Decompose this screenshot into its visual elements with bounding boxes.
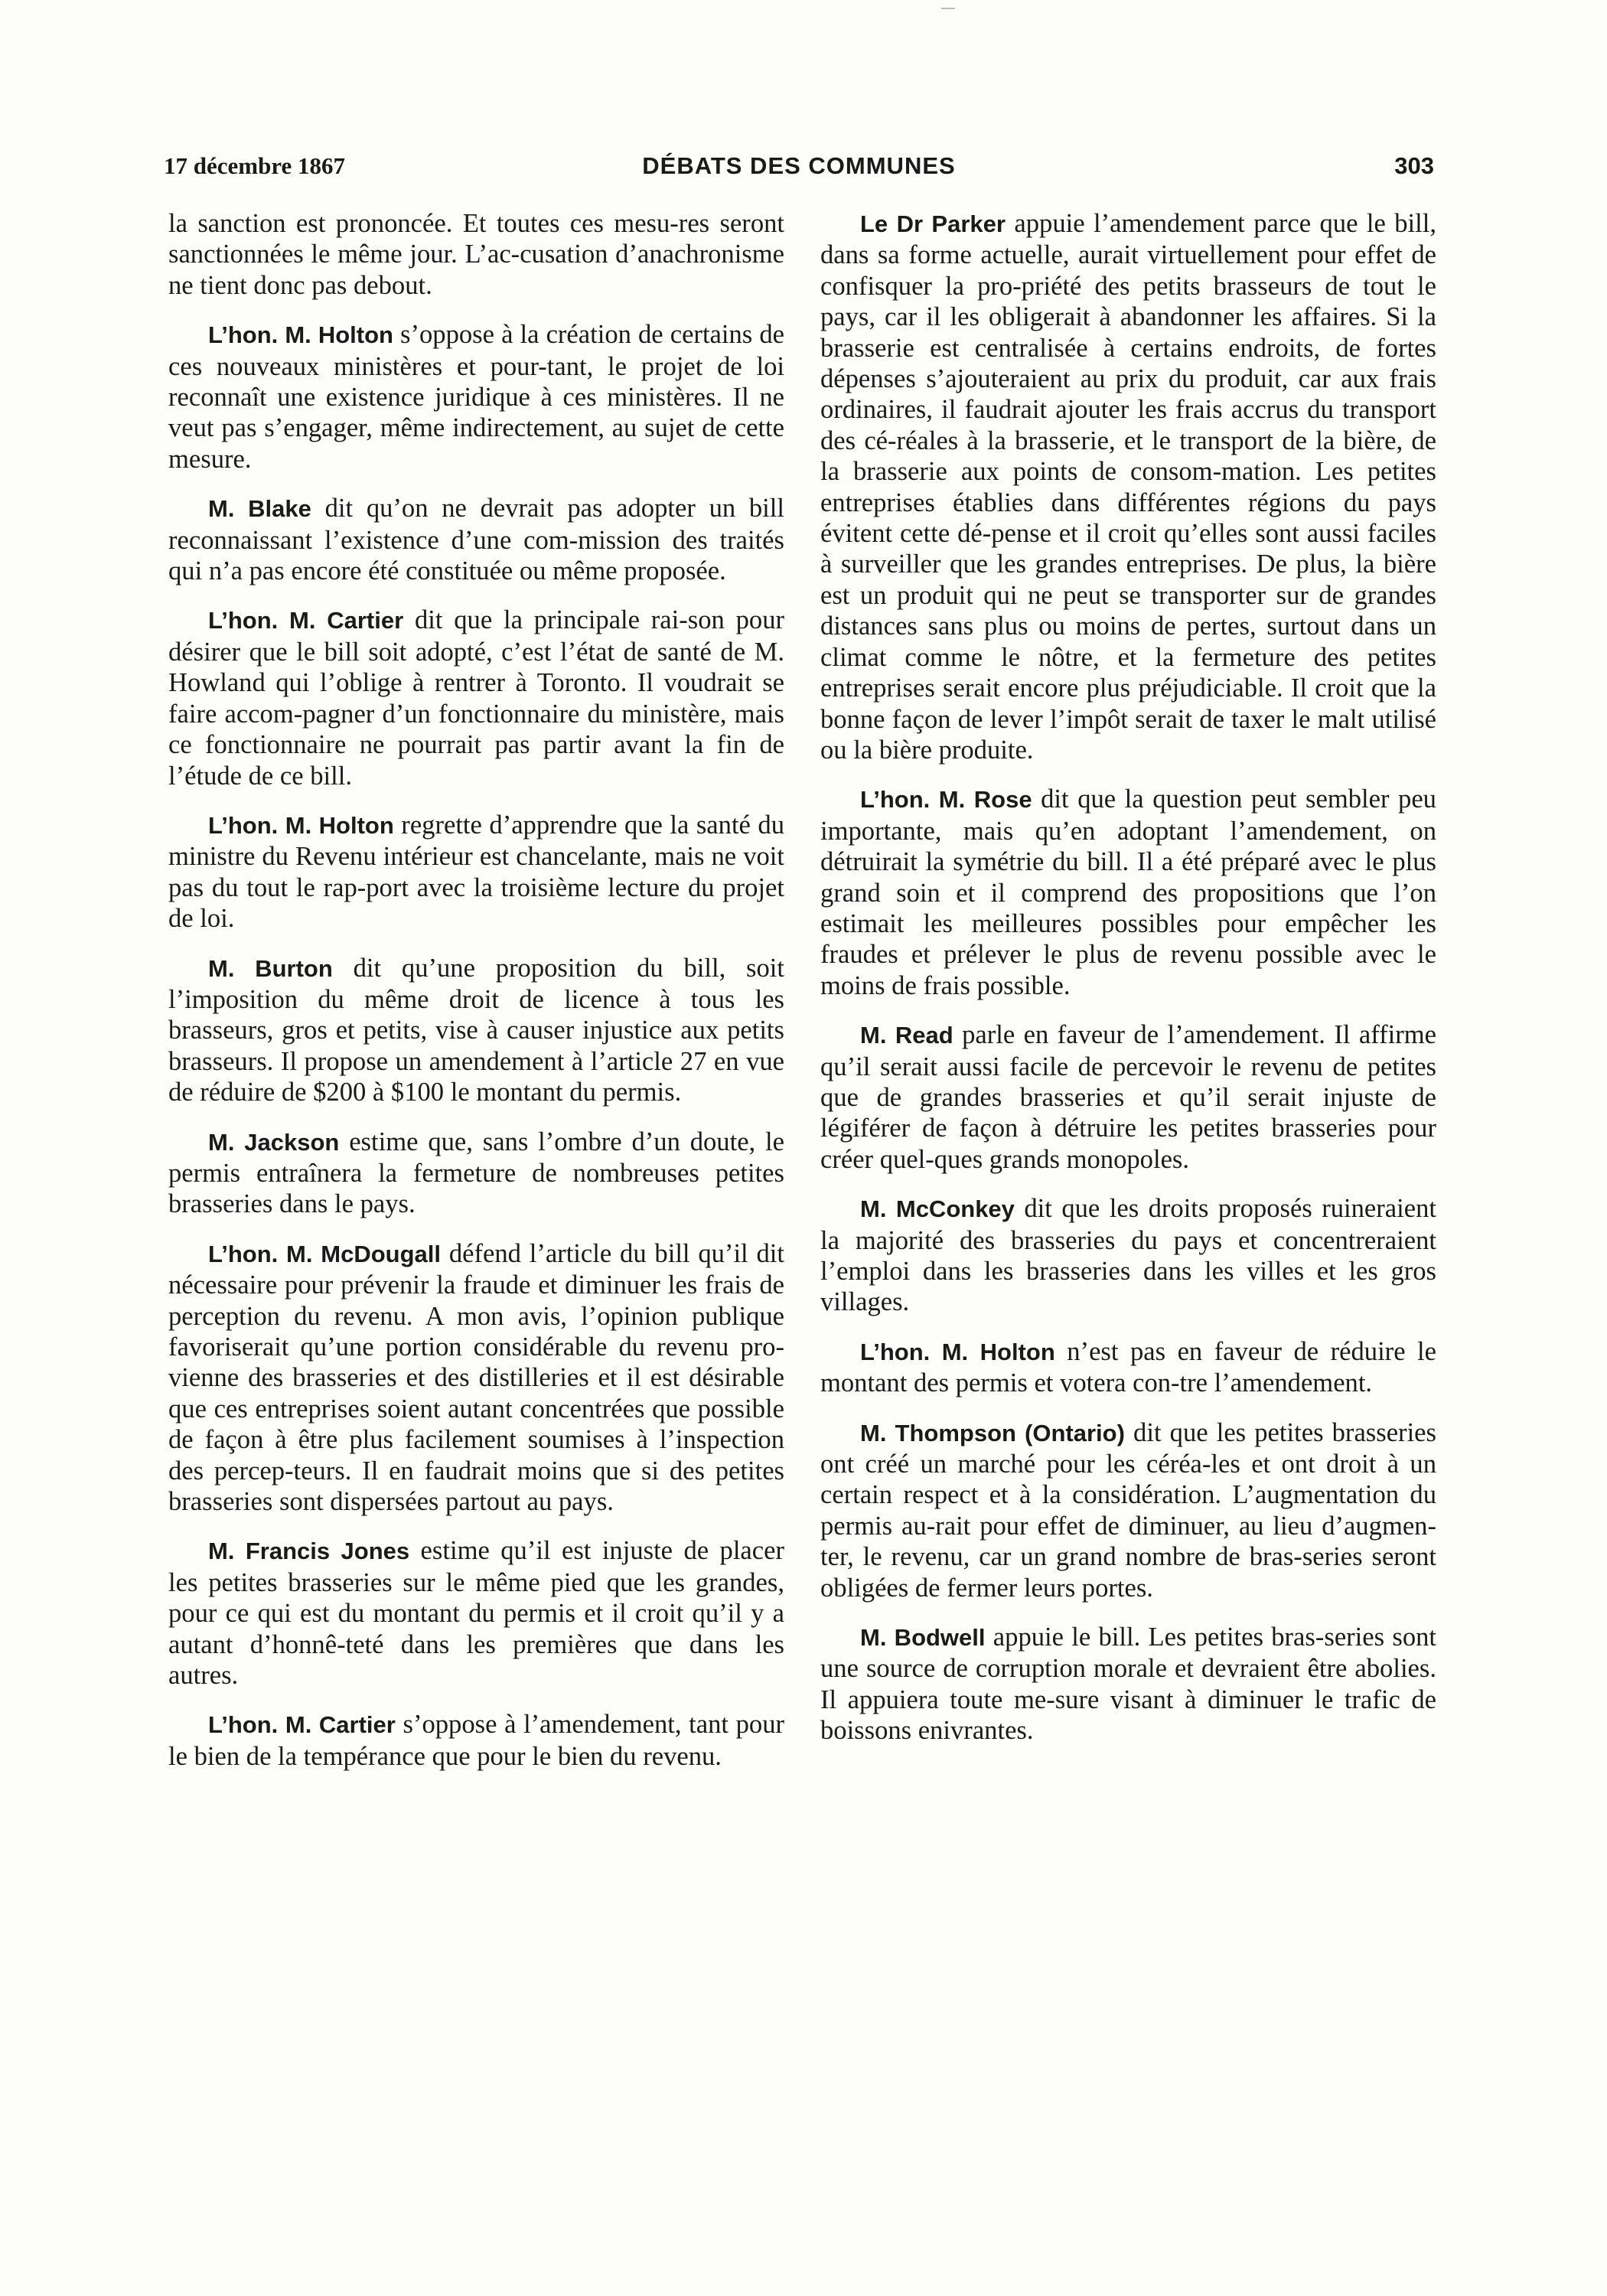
- paragraph: [820, 1019, 1436, 1175]
- paragraph-text: parle en faveur de l’amendement. Il affirme qu’il serait aussi facile de percevoir le revenu de petites que de grandes brasseries et qu’il serait injuste de légiférer de façon à détruire les petites brasseries pour créer quel-ques grands monopoles.: [820, 1020, 1436, 1174]
- right-column: [820, 208, 1436, 1746]
- paragraph-text: dit qu’une proposition du bill, soit l’imposition du même droit de licence à tous les brasseurs, gros et petits, vise à causer injustice aux petits brasseurs. Il propose un amendement à l’article 27 en vue de réduire de $200 à $100 le montant du permis.: [168, 953, 784, 1107]
- speaker-name: M. Jackson: [208, 1128, 340, 1156]
- running-header: [164, 147, 1434, 185]
- paragraph: [820, 784, 1436, 1001]
- left-column: [168, 208, 784, 1772]
- paragraph-text: dit qu’on ne devrait pas adopter un bill reconnaissant l’existence d’une com-mission des traités qui n’a pas encore été constituée ou même proposée.: [168, 494, 784, 586]
- speaker-name: M. Francis Jones: [208, 1538, 410, 1565]
- paragraph: [820, 1193, 1436, 1318]
- speaker-name: L’hon. M. Cartier: [208, 1711, 396, 1739]
- paragraph: [168, 1127, 784, 1220]
- paragraph: [168, 319, 784, 475]
- paragraph-text: s’oppose à la création de certains de ces nouveaux ministères et pour-tant, le projet de loi reconnaît une existence juridique à ces ministères. Il ne veut pas s’engager, même indirectement, au sujet de cette mesure.: [168, 320, 784, 474]
- paragraph: [820, 1622, 1436, 1746]
- paragraph-text: dit que la principale rai-son pour désirer que le bill soit adopté, c’est l’état de santé de M. Howland qui l’oblige à rentrer à Toronto. Il voudrait se faire accom-pagner d’un fonctionnaire du ministère, mais ce fonctionnaire ne pourrait pas partir avant la fin de l’étude de ce bill.: [168, 605, 784, 791]
- paragraph: [168, 493, 784, 586]
- paragraph-text: dit que les petites brasseries ont créé un marché pour les céréa-les et ont droit à un certain respect et à la considération. L’augmentation du permis au-rait pour effet de diminuer, au lieu d’augmen-ter, le revenu, car un grand nombre de bras-series seront obligées de fermer leurs portes.: [820, 1417, 1436, 1603]
- paragraph: [168, 208, 784, 301]
- speaker-name: Le Dr Parker: [860, 210, 1006, 237]
- paragraph-text: regrette d’apprendre que la santé du ministre du Revenu intérieur est chancelante, mais ne voit pas du tout le rap-port avec la troisième lecture du projet de loi.: [168, 810, 784, 934]
- paragraph-text: défend l’article du bill qu’il dit nécessaire pour prévenir la fraude et diminuer les frais de perception du revenu. A mon avis, l’opinion publique favoriserait qu’une portion considérable du revenu pro-vienne des brasseries et des distilleries et il est désirable que ces entreprises soient autant concentrées que possible de façon à être plus facilement soumises à l’inspection des percep-teurs. Il en faudrait moins que si des petites brasseries sont dispersées partout au pays.: [168, 1238, 784, 1517]
- speaker-name: M. Bodwell: [860, 1624, 986, 1652]
- paragraph-text: s’oppose à l’amendement, tant pour le bien de la tempérance que pour le bien du revenu.: [168, 1710, 785, 1771]
- paragraph: [168, 1535, 784, 1691]
- paragraph-text: dit que les droits proposés ruineraient la majorité des brasseries du pays et concentreraient l’emploi dans les brasseries dans les villes et les gros villages.: [820, 1194, 1436, 1317]
- paragraph: [168, 605, 784, 791]
- paragraph-text: la sanction est prononcée. Et toutes ces mesu-res seront sanctionnées le même jour. L’ac-cusation d’anachronisme ne tient donc pas debout.: [168, 209, 784, 300]
- paragraph: [820, 1417, 1436, 1603]
- speaker-name: M. Thompson (Ontario): [860, 1419, 1125, 1446]
- speaker-name: M. McConkey: [860, 1195, 1015, 1223]
- speaker-name: L’hon. M. Rose: [860, 786, 1032, 814]
- paragraph: [168, 1709, 784, 1772]
- speaker-name: M. Read: [860, 1022, 953, 1049]
- paragraph: [820, 208, 1436, 765]
- speaker-name: M. Burton: [208, 954, 333, 982]
- paragraph-text: appuie l’amendement parce que le bill, dans sa forme actuelle, aurait virtuellement pour effet de confisquer la pro-priété des petits brasseurs de tout le pays, car il les obligerait à abandonner les affaires. Si la brasserie est centralisée à certains endroits, de fortes dépenses s’ajouteraient au prix du produit, car aux frais ordinaires, il faudrait ajouter les frais accrus du transport des cé-réales à la brasserie, et le transport de la bière, de la brasserie aux points de consom-mation. Les petites entreprises établies dans différentes régions du pays évitent cette dé-pense et il croit qu’elles sont aussi faciles à surveiller que les grandes entreprises. De plus, la bière est un produit qui ne peut se transporter sur de grandes distances sans plus ou moins de pertes, surtout dans un climat comme le nôtre, et la fermeture des petites entreprises serait encore plus préjudiciable. Il croit que la bonne façon de lever l’impôt serait de taxer le malt utilisé ou la bière produite.: [820, 209, 1436, 765]
- speaker-name: L’hon. M. Holton: [208, 321, 393, 349]
- paragraph: [168, 1238, 784, 1518]
- paragraph-text: estime qu’il est injuste de placer les petites brasseries sur le même pied que les grandes, pour ce qui est du montant du permis et il croit qu’il y a autant d’honnê-teté dans les premières que dans les autres.: [168, 1536, 784, 1691]
- paragraph: [168, 953, 784, 1108]
- page-number: 303: [1394, 152, 1434, 179]
- paragraph: [820, 1336, 1436, 1399]
- speaker-name: L’hon. M. Holton: [860, 1338, 1055, 1365]
- speaker-name: L’hon. M. Cartier: [208, 607, 404, 634]
- paragraph-text: estime que, sans l’ombre d’un doute, le permis entraînera la fermeture de nombreuses petites brasseries dans le pays.: [168, 1127, 785, 1219]
- paragraph-text: appuie le bill. Les petites bras-series sont une source de corruption morale et devraient être abolies. Il appuiera toute me-sure visant à diminuer le trafic de boissons enivrantes.: [820, 1623, 1437, 1746]
- paragraph: [168, 810, 784, 934]
- header-title: DÉBATS DES COMMUNES: [642, 152, 956, 179]
- speaker-name: L’hon. M. McDougall: [208, 1240, 441, 1267]
- paragraph-text: n’est pas en faveur de réduire le montant des permis et votera con-tre l’amendement.: [820, 1336, 1436, 1398]
- paragraph-text: dit que la question peut sembler peu importante, mais qu’en adoptant l’amendement, on détruirait la symétrie du bill. Il a été préparé avec le plus grand soin et il comprend des propositions que l’on estimait les meilleures possibles pour empêcher les fraudes et prélever le plus de revenu possible avec le moins de frais possible.: [820, 784, 1436, 1000]
- header-date: 17 décembre 1867: [164, 152, 346, 179]
- speaker-name: L’hon. M. Holton: [208, 811, 394, 839]
- speaker-name: M. Blake: [208, 495, 311, 523]
- scan-mark: [941, 8, 955, 9]
